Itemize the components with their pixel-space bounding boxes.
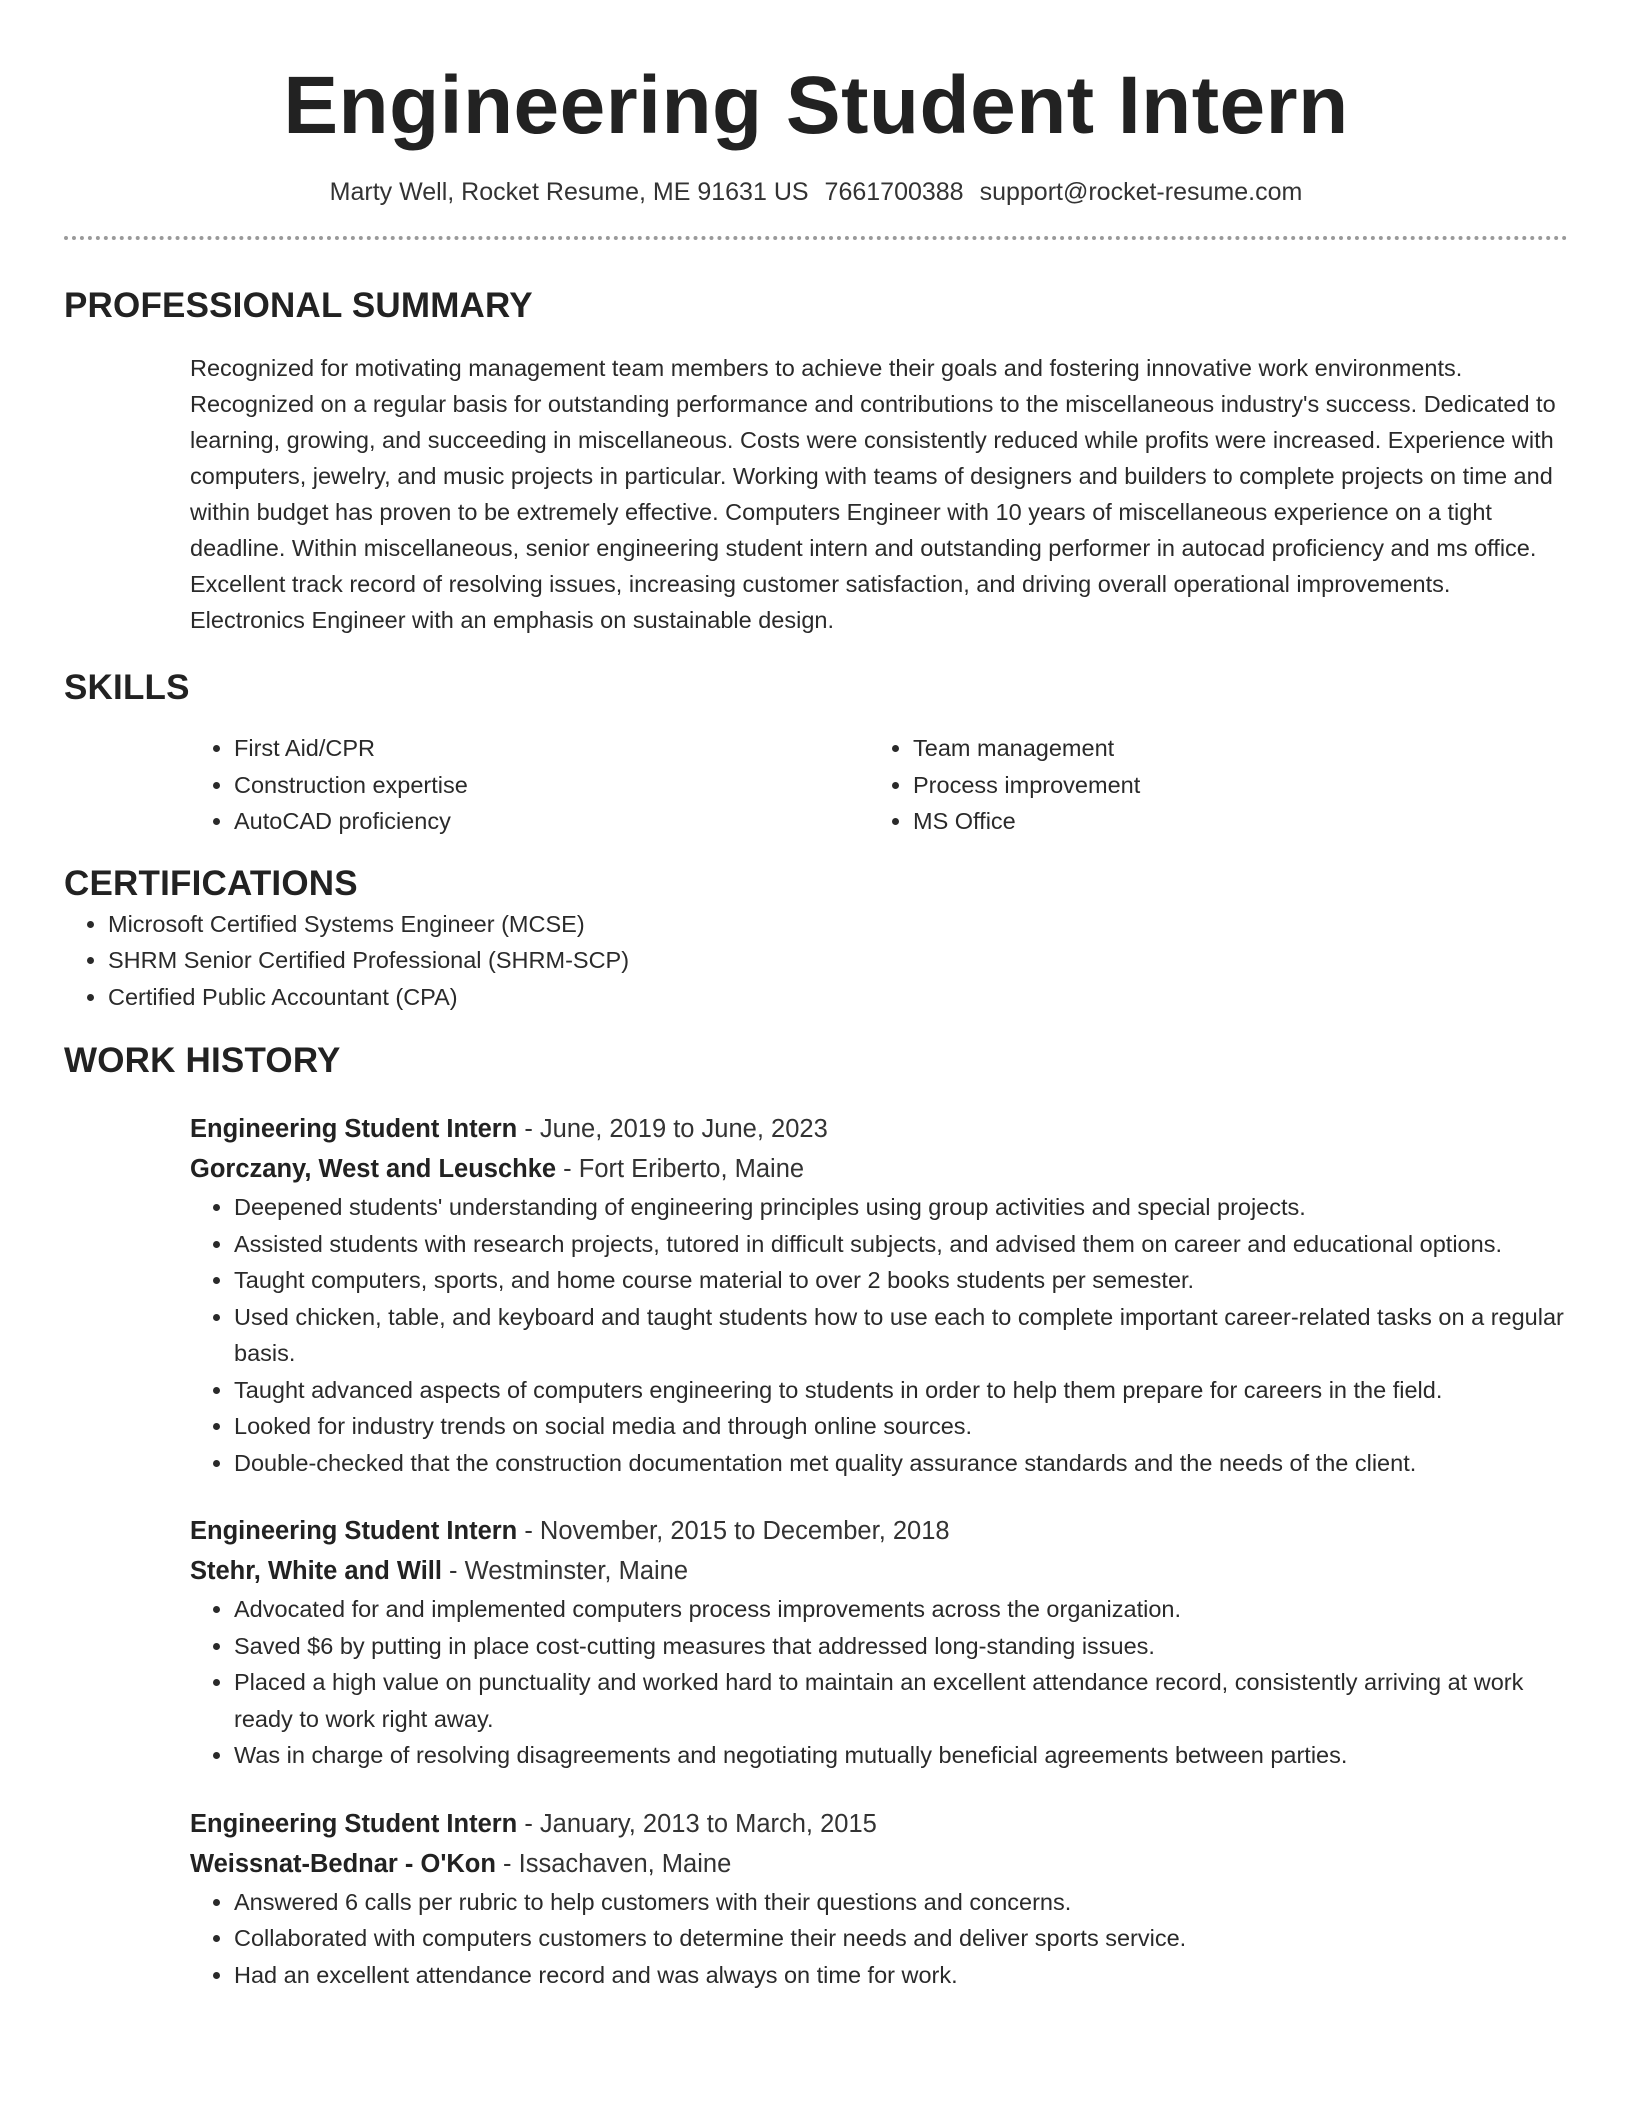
skills-list-right — [869, 730, 1548, 840]
job-company-line — [190, 1551, 1568, 1591]
job-bullet: • Had an excellent attendance record and was always on time for work. — [234, 1957, 1568, 1994]
job-bullet: • Advocated for and implemented computers process improvements across the organization. — [234, 1591, 1568, 1628]
contact-email: support@rocket-resume.com — [979, 178, 1303, 206]
job-title-line — [190, 1109, 1568, 1149]
job-bullet: • Taught computers, sports, and home course material to over 2 books students per semester. — [234, 1262, 1568, 1299]
job-bullet: • Placed a high value on punctuality and worked hard to maintain an excellent attendance record, consistently arriving at work ready to work right away. — [234, 1664, 1568, 1737]
skill-item: • AutoCAD proficiency — [234, 803, 869, 840]
job-entry — [190, 1511, 1568, 1774]
job-bullet: • Taught advanced aspects of computers engineering to students in order to help them prepare for careers in the field. — [234, 1372, 1568, 1409]
skills-column-right — [869, 730, 1548, 840]
job-entry — [190, 1109, 1568, 1481]
job-dates: - November, 2015 to December, 2018 — [517, 1517, 950, 1545]
resume-title: Engineering Student Intern — [283, 60, 1349, 151]
job-bullet: • Was in charge of resolving disagreements and negotiating mutually beneficial agreements between parties. — [234, 1737, 1568, 1774]
job-bullets — [190, 1591, 1568, 1774]
job-company: Gorczany, West and Leuschke — [190, 1155, 557, 1183]
job-company: Stehr, White and Will — [190, 1557, 442, 1585]
job-bullets — [190, 1189, 1568, 1481]
skill-item: • Process improvement — [913, 767, 1548, 804]
job-location: - Fort Eriberto, Maine — [556, 1155, 805, 1183]
section-heading-skills: SKILLS — [64, 668, 190, 707]
skill-item: • MS Office — [913, 803, 1548, 840]
job-bullet: • Used chicken, table, and keyboard and taught students how to use each to complete important career-related tasks on a regular basis. — [234, 1299, 1568, 1372]
job-company: Weissnat-Bednar - O'Kon — [190, 1849, 496, 1878]
job-bullet: • Assisted students with research projects, tutored in difficult subjects, and advised them on career and educational options. — [234, 1226, 1568, 1263]
job-dates: - June, 2019 to June, 2023 — [517, 1115, 828, 1143]
certification-item: • SHRM Senior Certified Professional (SHRM-SCP) — [108, 942, 1568, 979]
job-bullet: • Answered 6 calls per rubric to help customers with their questions and concerns. — [234, 1884, 1568, 1921]
job-location: - Westminster, Maine — [441, 1557, 689, 1585]
job-dates: - January, 2013 to March, 2015 — [517, 1809, 877, 1838]
section-heading-summary: PROFESSIONAL SUMMARY — [64, 286, 533, 325]
contact-address: Marty Well, Rocket Resume, ME 91631 US — [329, 178, 809, 206]
job-bullet: • Saved $6 by putting in place cost-cutting measures that addressed long-standing issues. — [234, 1628, 1568, 1665]
certification-item: • Certified Public Accountant (CPA) — [108, 979, 1568, 1016]
contact-info — [64, 176, 1568, 208]
section-heading-work-history: WORK HISTORY — [64, 1041, 341, 1080]
job-title-line — [190, 1511, 1568, 1551]
job-entry — [190, 1804, 1568, 1994]
job-bullet: • Collaborated with computers customers to determine their needs and deliver sports service. — [234, 1920, 1568, 1957]
job-bullets — [190, 1884, 1568, 1994]
job-company-line — [190, 1844, 1568, 1884]
job-bullet: • Looked for industry trends on social media and through online sources. — [234, 1408, 1568, 1445]
skills-grid — [190, 730, 1568, 840]
contact-phone: 7661700388 — [824, 178, 964, 206]
job-company-line — [190, 1149, 1568, 1189]
job-title-line — [190, 1804, 1568, 1844]
job-title: Engineering Student Intern — [190, 1115, 518, 1143]
section-heading-certifications: CERTIFICATIONS — [64, 863, 358, 903]
certification-item: • Microsoft Certified Systems Engineer (MCSE) — [108, 906, 1568, 943]
skill-item: • Construction expertise — [234, 767, 869, 804]
resume-page — [64, 0, 1568, 1993]
summary-text: Recognized for motivating management team members to achieve their goals and fostering innovative work environments. Recognized on a regular basis for outstanding performance and contributions to the miscellaneous industry's success. Dedicated to learning, growing, and succeeding in miscellaneous. Costs were consistently reduced while profits were increased. Experience with computers, jewelry, and music projects in particular. Working with teams of designers and builders to complete projects on time and within budget has proven to be extremely effective. Computers Engineer with 10 years of miscellaneous experience on a tight deadline. Within miscellaneous, senior engineering student intern and outstanding performer in autocad proficiency and ms office. Excellent track record of resolving issues, increasing customer satisfaction, and driving overall operational improvements. Electronics Engineer with an emphasis on sustainable design. — [190, 355, 1556, 633]
certifications-list — [64, 906, 1568, 1016]
skill-item: • Team management — [913, 730, 1548, 767]
skills-list-left — [190, 730, 869, 840]
job-title: Engineering Student Intern — [190, 1517, 518, 1545]
job-location: - Issachaven, Maine — [495, 1849, 732, 1878]
job-bullet: • Double-checked that the construction documentation met quality assurance standards and the needs of the client. — [234, 1445, 1568, 1482]
header-divider — [64, 236, 1568, 240]
job-title: Engineering Student Intern — [190, 1809, 518, 1838]
skills-column-left — [190, 730, 869, 840]
skill-item: • First Aid/CPR — [234, 730, 869, 767]
job-bullet: • Deepened students' understanding of engineering principles using group activities and special projects. — [234, 1189, 1568, 1226]
